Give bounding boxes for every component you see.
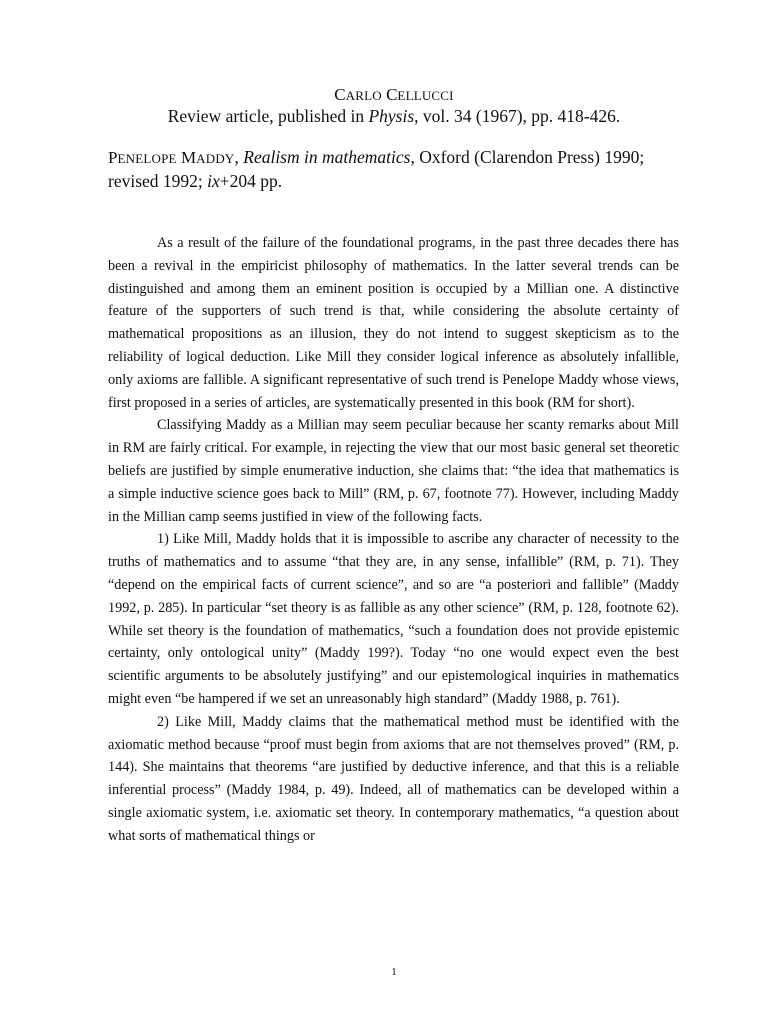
review-suffix: , vol. 34 (1967), pp. 418-426. xyxy=(414,106,621,126)
book-author-last-initial: M xyxy=(181,148,197,167)
book-author-last-rest: ADDY xyxy=(196,151,235,166)
journal-name: Physis xyxy=(368,106,415,126)
author-last-initial: C xyxy=(386,85,398,104)
book-publication: , Oxford (Clarendon Press) 1990; revised 1992; xyxy=(108,147,645,191)
article-author xyxy=(0,84,768,107)
author-first-initial: C xyxy=(334,85,346,104)
paragraph: Classifying Maddy as a Millian may seem peculiar because her scanty remarks about Mill in RM are fairly critical. For example, in rejecting the view that our most basic general set theoretic beliefs are justified by simple enumerative induction, she claims that: “the idea that mathematics is a simple inductive science goes back to Mill” (RM, p. 67, footnote 77). However, including Maddy in the Millian camp seems justified in view of the following facts. xyxy=(108,417,679,525)
paragraph: 1) Like Mill, Maddy holds that it is impossible to ascribe any character of necessity to the truths of mathematics and to assume “that they are, in any sense, infallible” (RM, p. 71). They “depend on the empirical facts of current science”, and so are “a posteriori and fallible” (Maddy 1992, p. 285). In particular “set theory is as fallible as any other science” (RM, p. 128, footnote 62). While set theory is the foundation of mathematics, “such a foundation does not provide epistemic certainty, only ontological unity” (Maddy 199?). Today “no one would expect even the best scientific arguments to be absolutely justifying” and our epistemological inquiries in mathematics might even “be hampered if we set an unreasonably high standard” (Maddy 1988, p. 761). xyxy=(108,531,679,707)
paragraph: 2) Like Mill, Maddy claims that the mathematical method must be identified with the axiomatic method because “proof must begin from axioms that are not themselves proved” (RM, p. 144). She maintains that theorems “are justified by deductive inference, and that this is a reliable inferential process” (Maddy 1984, p. 49). Indeed, all of mathematics can be developed within a single axiomatic system, i.e. axiomatic set theory. In contemporary mathematics, “a question about what sorts of mathematical things or xyxy=(108,713,679,844)
page-number: 1 xyxy=(391,966,397,978)
book-pages: +204 pp. xyxy=(219,171,283,191)
publication-line xyxy=(0,105,768,127)
review-prefix: Review article, published in xyxy=(167,106,369,126)
book-title: Realism in mathematics xyxy=(243,147,411,167)
article-body xyxy=(108,232,679,848)
book-author-first-rest: ENELOPE xyxy=(117,151,177,166)
book-author-first-initial: P xyxy=(108,148,118,167)
paragraph: As a result of the failure of the foundational programs, in the past three decades there has been a revival in the empiricist philosophy of mathematics. In the latter several trends can be distinguished and among them an eminent position is occupied by a Millian one. A distinctive feature of the supporters of such trend is that, while considering the absolute certainty of mathematical propositions as an illusion, they do not intend to suggest skepticism as to the reliability of logical deduction. Like Mill they consider logical inference as absolutely infallible, only axioms are fallible. A significant representative of such trend is Penelope Maddy whose views, first proposed in a series of articles, are systematically presented in this book (RM for short). xyxy=(108,235,679,411)
reviewed-book-citation xyxy=(108,146,678,192)
book-sep: , xyxy=(234,147,244,167)
author-last-rest: ELLUCCI xyxy=(397,88,454,103)
author-first-rest: ARLO xyxy=(345,88,382,103)
book-pages-roman: ix xyxy=(207,171,220,191)
